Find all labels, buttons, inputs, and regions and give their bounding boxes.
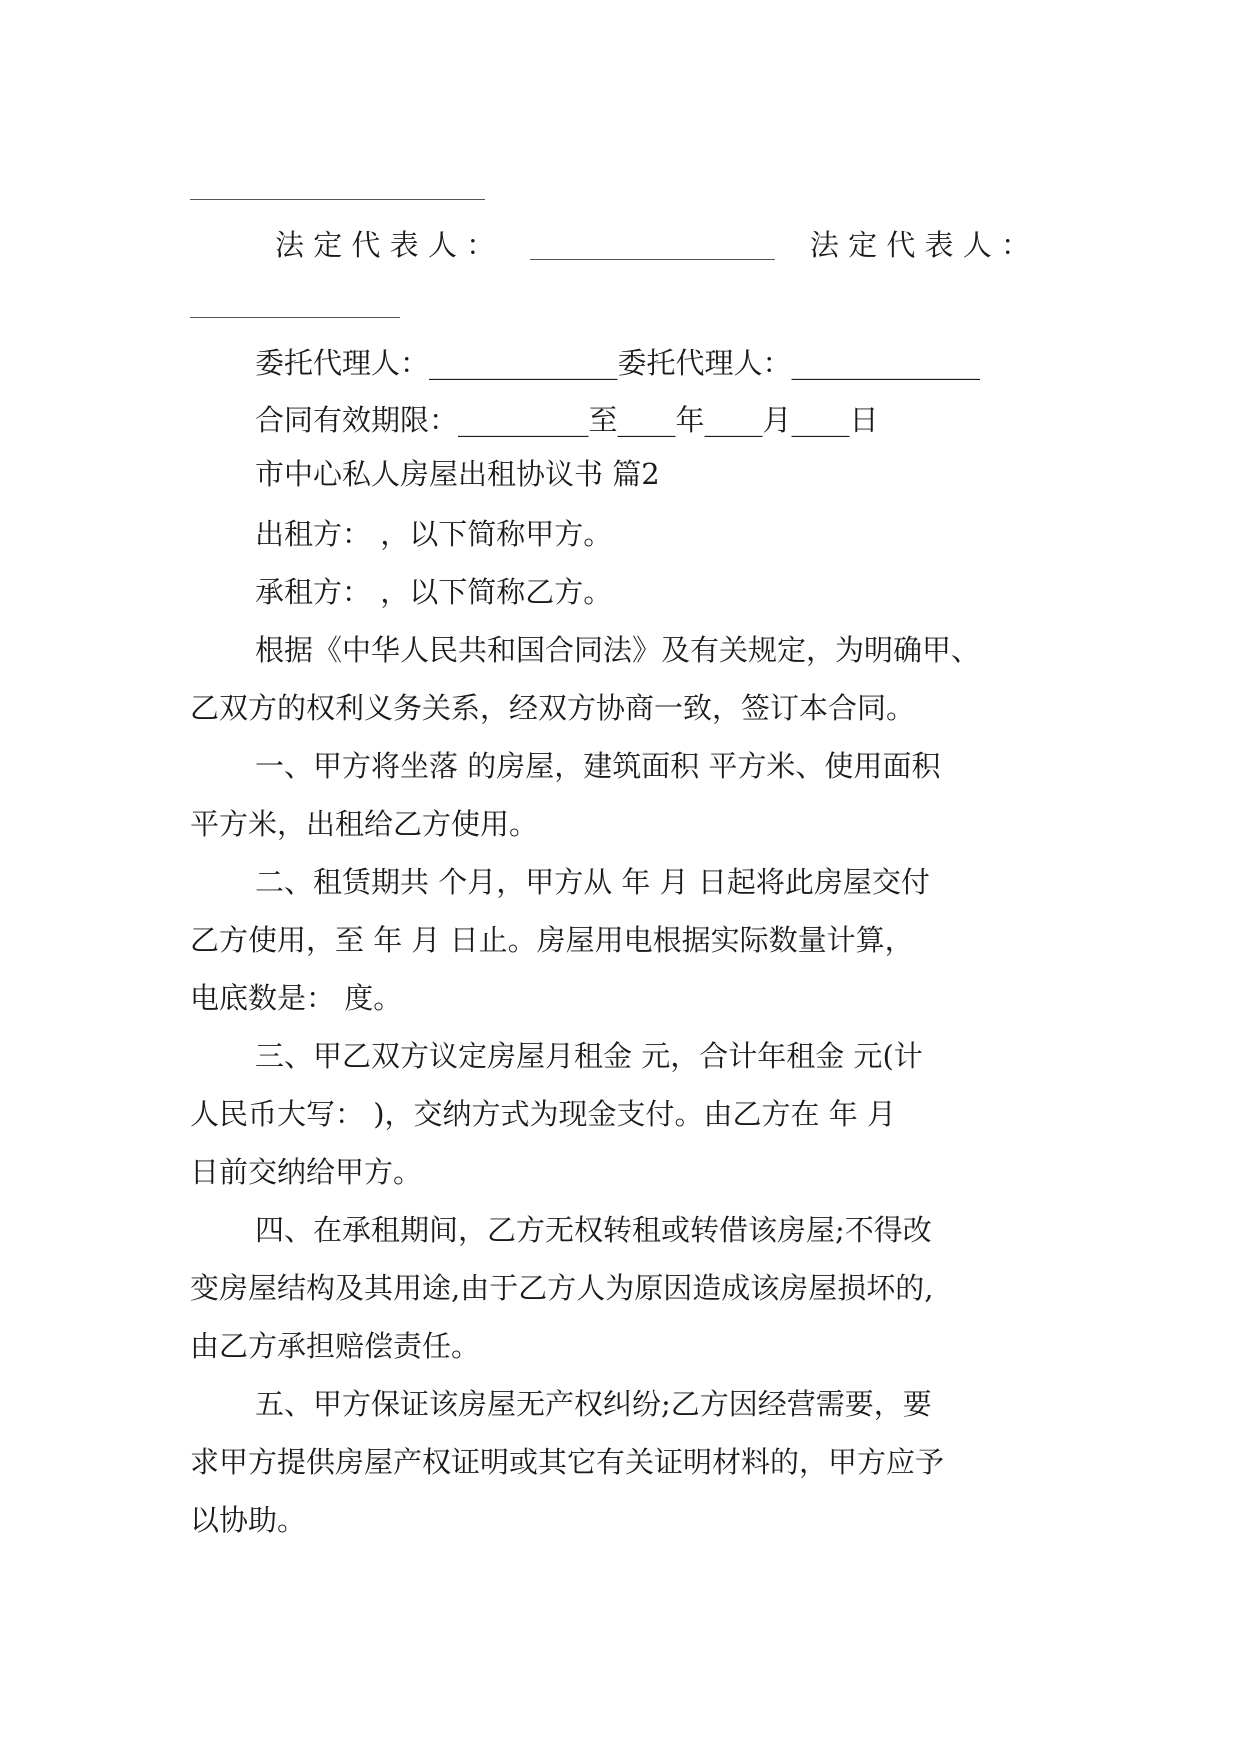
clause-2-line-3: 电底数是： 度。	[190, 981, 403, 1015]
clause-4-line-3: 由乙方承担赔偿责任。	[190, 1329, 481, 1363]
clause-2-line-1: 二、租赁期共 个月，甲方从 年 月 日起将此房屋交付	[255, 865, 930, 899]
clause-5-line-2: 求甲方提供房屋产权证明或其它有关证明材料的，甲方应予	[190, 1445, 945, 1479]
legal-rep-blank-a	[530, 259, 775, 260]
clause-2-line-2: 乙方使用，至 年 月 日止。房屋用电根据实际数量计算，	[190, 923, 914, 957]
clause-4-line-2: 变房屋结构及其用途,由于乙方人为原因造成该房屋损坏的,	[190, 1271, 934, 1305]
clause-3-line-1: 三、甲乙双方议定房屋月租金 元，合计年租金 元(计	[255, 1039, 923, 1073]
clause-4-line-1: 四、在承租期间，乙方无权转租或转借该房屋;不得改	[255, 1213, 932, 1247]
lessor-line: 出租方： ，以下简称甲方。	[255, 517, 613, 551]
clause-3-line-2: 人民币大写： )，交纳方式为现金支付。由乙方在 年 月	[190, 1097, 896, 1131]
agent-line: 委托代理人：_____________委托代理人：_____________	[255, 346, 981, 380]
document-heading: 市中心私人房屋出租协议书 篇2	[255, 457, 660, 491]
clause-3-line-3: 日前交纳给甲方。	[190, 1155, 423, 1189]
clause-1-line-2: 平方米，出租给乙方使用。	[190, 807, 539, 841]
clause-5-line-3: 以协助。	[190, 1503, 307, 1537]
intro-line-2: 乙双方的权利义务关系，经双方协商一致，签订本合同。	[190, 691, 916, 725]
legal-rep-label-a: 法 定 代 表 人 ：	[275, 228, 496, 262]
clause-1-line-1: 一、甲方将坐落 的房屋，建筑面积 平方米、使用面积	[255, 749, 941, 783]
lessee-line: 承租方： ，以下简称乙方。	[255, 575, 613, 609]
signature-blank-line	[190, 199, 485, 200]
clause-5-line-1: 五、甲方保证该房屋无产权纠纷;乙方因经营需要，要	[255, 1387, 932, 1421]
intro-line-1: 根据《中华人民共和国合同法》及有关规定，为明确甲、	[255, 633, 981, 667]
legal-rep-blank-b	[190, 317, 400, 318]
term-line: 合同有效期限：_________至____年____月____日	[255, 403, 879, 437]
legal-rep-label-b: 法 定 代 表 人 ：	[809, 228, 1030, 262]
